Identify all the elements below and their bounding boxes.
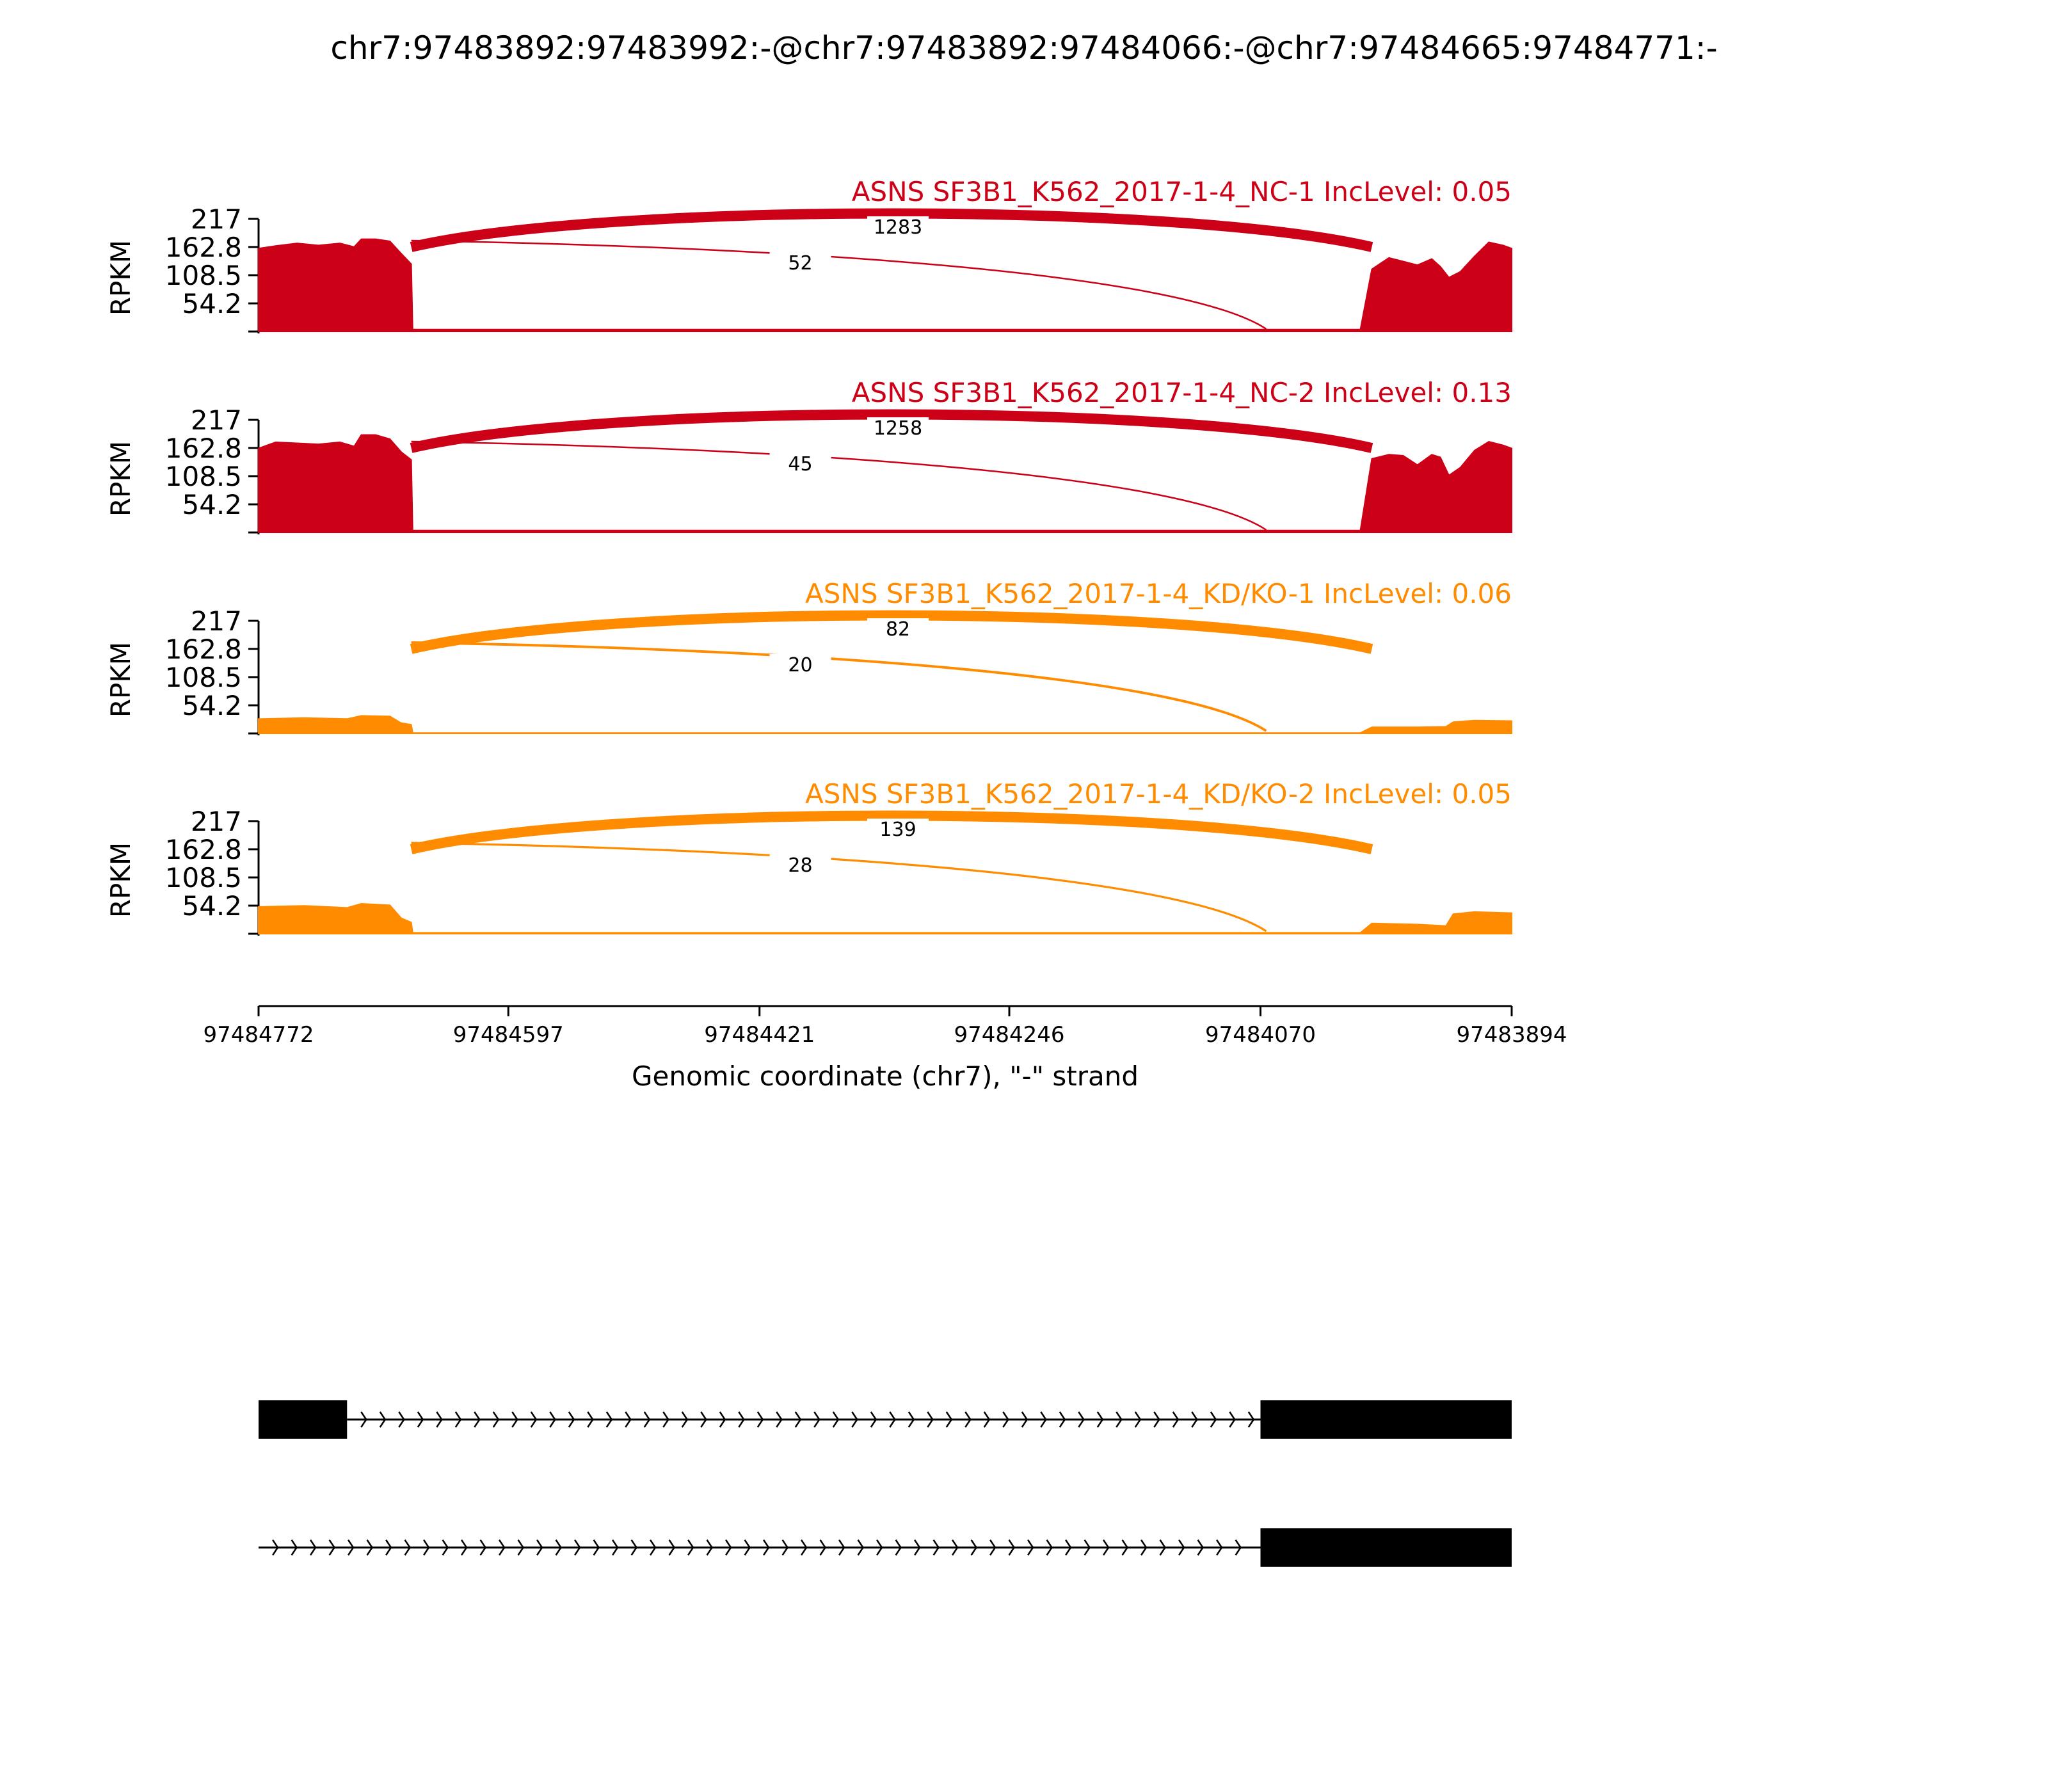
gene-models: [259, 1400, 1512, 1567]
x-axis: [203, 1006, 1567, 1092]
track-4: [105, 778, 1512, 936]
x-tick-label: 97483894: [1456, 1022, 1567, 1048]
junction-arc: [412, 241, 1267, 329]
coverage-area: [259, 435, 1512, 533]
y-tick-label: 54.2: [182, 288, 242, 320]
track-1: [105, 176, 1512, 333]
y-tick-label: 217: [190, 806, 242, 837]
y-tick-label: 217: [190, 605, 242, 637]
y-tick-label: 217: [190, 204, 242, 235]
y-tick-label: 54.2: [182, 890, 242, 922]
junction-count-label: 52: [788, 252, 813, 275]
junction-count-label: 82: [885, 618, 911, 641]
y-tick-label: 108.5: [164, 862, 242, 893]
y-tick-label: 54.2: [182, 489, 242, 521]
coverage-area: [259, 716, 1512, 733]
y-tick-label: 54.2: [182, 690, 242, 722]
junction-arc: [412, 843, 1267, 931]
transcript-1: [259, 1400, 1512, 1439]
y-tick-label: 162.8: [164, 833, 242, 865]
y-tick-label: 162.8: [164, 633, 242, 665]
y-axis-label: RPKM: [105, 842, 136, 918]
track-label: ASNS SF3B1_K562_2017-1-4_NC-2 IncLevel: 0.13: [851, 377, 1512, 408]
junction-count-label: 1258: [873, 417, 923, 440]
y-tick-label: 108.5: [164, 260, 242, 291]
x-tick-label: 97484772: [203, 1022, 314, 1048]
x-tick-label: 97484070: [1204, 1022, 1316, 1048]
junction-count-label: 139: [879, 819, 916, 841]
y-tick-label: 108.5: [164, 461, 242, 492]
y-axis-label: RPKM: [105, 641, 136, 718]
tracks-layer: [105, 176, 1512, 936]
y-tick-label: 162.8: [164, 231, 242, 263]
track-label: ASNS SF3B1_K562_2017-1-4_KD/KO-2 IncLevel: 0.05: [805, 778, 1512, 810]
exon-block: [259, 1400, 347, 1439]
junction-count-label: 20: [788, 654, 813, 676]
y-tick-label: 108.5: [164, 662, 242, 693]
junction-arc: [412, 442, 1267, 530]
x-tick-label: 97484246: [954, 1022, 1065, 1048]
y-tick-label: 162.8: [164, 432, 242, 464]
y-tick-label: 217: [190, 404, 242, 436]
exon-block: [1261, 1528, 1512, 1567]
track-2: [105, 377, 1512, 534]
track-3: [105, 578, 1512, 735]
chart-title: chr7:97483892:97483992:-@chr7:97483892:97484066:-@chr7:97484665:97484771:-: [330, 29, 1718, 67]
transcript-2: [259, 1528, 1512, 1567]
x-axis-label: Genomic coordinate (chr7), "-" strand: [631, 1060, 1139, 1092]
junction-count-label: 28: [788, 854, 813, 877]
coverage-area: [259, 239, 1512, 332]
y-axis-label: RPKM: [105, 440, 136, 517]
junction-arc: [412, 643, 1267, 731]
exon-block: [1261, 1400, 1512, 1439]
junction-count-label: 45: [788, 453, 813, 476]
x-tick-label: 97484597: [452, 1022, 564, 1048]
track-label: ASNS SF3B1_K562_2017-1-4_NC-1 IncLevel: 0.05: [851, 176, 1512, 207]
junction-count-label: 1283: [873, 216, 923, 239]
y-axis-label: RPKM: [105, 239, 136, 316]
coverage-area: [259, 904, 1512, 934]
x-tick-label: 97484421: [704, 1022, 815, 1048]
track-label: ASNS SF3B1_K562_2017-1-4_KD/KO-1 IncLevel: 0.06: [805, 578, 1512, 609]
